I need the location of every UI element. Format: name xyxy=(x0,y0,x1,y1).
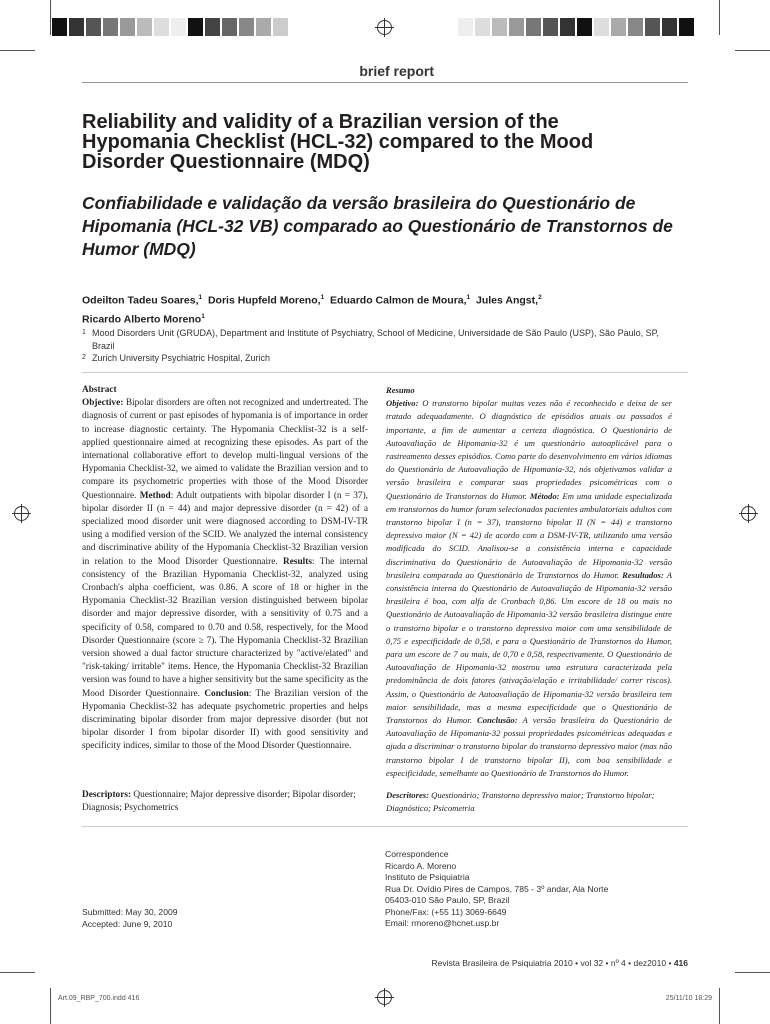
objective-label: Objective: xyxy=(82,398,124,409)
conclusion-label: Conclusion xyxy=(204,688,249,699)
correspondence-email: Email: rmoreno@hcnet.usp.br xyxy=(385,918,500,928)
conclusion-label: Conclusão: xyxy=(477,715,518,726)
registration-mark-top-icon xyxy=(377,20,392,35)
correspondence-line: 05403-010 São Paulo, SP, Brazil xyxy=(385,895,510,905)
affiliation-number: 2 xyxy=(82,354,86,361)
correspondence-line: Ricardo A. Moreno xyxy=(385,860,457,871)
results-text: : The internal consistency of the Brazilian Hypomania Checklist-32, analyzed using Cronbach's alpha coefficient, was 0.86. A score of 18 or higher in the Hypomania Checklist-32 Brazilian version distinguished between bipolar disorder and major depressive disorder, with a sensitivity of 0.75 and a specificity of 0.58, compared to 0.70 and 0.58, respectively, for the Mood Disorder Questionnaire (score ≥ 7). The Hypomania Checklist-32 Brazilian version showed a dual factor structure characterized by "active/elated" and "risk-taking/ irritable" items. Hence, the Hypomania Checklist-32 Brazilian version was found to have a higher sensitivity but the same specificity as the Mood Disorder Questionnaire. xyxy=(82,556,368,699)
method-text: Em uma unidade especializada em transtornos do humor foram selecionados pacientes ambulatoriais adultos com transtorno bipolar I (n = 37), transtorno bipolar II (N = 44) e transtorno depressivo maior (N = 42) de acordo com a DSM-IV-TR, utilizando uma versão modificada do SCID. Analisou-se a consistência interna e capacidade discriminativa do Questionário de Autoavaliação de Hipomania-32 versão brasileira comparada ao Questionário de Transtornos do Humor. xyxy=(386,490,672,580)
abstract-divider xyxy=(82,826,688,827)
author-name: Eduardo Calmon de Moura, xyxy=(330,294,467,307)
method-text: : Adult outpatients with bipolar disorder I (n = 37), bipolar disorder II (n = 44) and major depressive disorder (n = 42) of a specialized mood disorder unit were diagnosed according to DSM-IV-TR using a modified version of the SCID. We analyzed the internal consistency and discriminative ability of the Hypomania Checklist-32 Brazilian version in relation to the Mood Disorder Questionnaire. xyxy=(82,490,368,567)
author-name: Jules Angst, xyxy=(476,294,539,307)
journal-citation: Revista Brasileira de Psiquiatria 2010 • vol 32 • nº 4 • dez2010 • xyxy=(431,958,672,968)
author-affiliation-ref: 1 xyxy=(198,294,203,301)
slug-timestamp: 25/11/10 18:29 xyxy=(665,995,712,1002)
affiliation-number: 1 xyxy=(82,329,86,336)
correspondence-block xyxy=(385,849,608,930)
page-number: 416 xyxy=(673,958,688,968)
abstract-body xyxy=(386,397,672,780)
correspondence-line: Rua Dr. Ovídio Pires de Campos, 785 - 3º andar, Ala Norte xyxy=(385,883,609,894)
results-label: Resultados: xyxy=(622,569,664,580)
affiliation-text-cont: Brazil xyxy=(92,340,115,351)
descriptors-pt xyxy=(386,789,672,815)
conclusion-text: A versão brasileira do Questionário de Autoavaliação de Hipomania-32 possui propriedades psicométricas adequadas e ajuda a discriminar o transtorno bipolar do transtorno depressivo maior (mas não transtorno bipolar I de transtorno bipolar II), com boa sensibilidade e especificidade, semelhante ao Questionário de Transtornos do Humor. xyxy=(386,715,672,778)
slug-filename: Art.09_RBP_700.indd 416 xyxy=(58,995,140,1002)
abstract-heading: Resumo xyxy=(386,385,415,395)
descriptors-label: Descriptors: xyxy=(82,790,132,800)
correspondence-line: Instituto de Psiquiatria xyxy=(385,872,470,882)
author-affiliation-ref: 1 xyxy=(320,294,325,301)
affiliation-text: Zurich University Psychiatric Hospital, Zurich xyxy=(92,353,271,363)
abstract-pt xyxy=(386,384,672,780)
author-name: Ricardo Alberto Moreno xyxy=(82,313,202,325)
results-label: Results xyxy=(283,556,312,567)
abstract-heading: Abstract xyxy=(82,385,117,395)
method-label: Method xyxy=(139,490,171,501)
objective-text: Bipolar disorders are often not recognized and undertreated. The diagnosis of current or past episodes of hypomania is of importance in order to increase diagnostic certainty. The Hypomania Checklist-32 is a self-applied questionnaire aimed at recognizing these episodes. As part of the international collaborative effort to develop multi-lingual versions of the Hypomania Checklist-32, we aimed to validate the Brazilian version and to compare its psychometric properties with those of the Mood Disorder Questionnaire. xyxy=(82,398,368,501)
submitted-date: Submitted: May 30, 2009 xyxy=(82,907,178,917)
accepted-date: Accepted: June 9, 2010 xyxy=(82,918,173,929)
descriptors-text: Questionário; Transtorno depressivo maior; Transtorno bipolar; Diagnóstico; Psicometria xyxy=(386,790,655,814)
author-name: Odeilton Tadeu Soares, xyxy=(82,294,199,307)
descriptors-text: Questionnaire; Major depressive disorder; Bipolar disorder; Diagnosis; Psychometrics xyxy=(82,790,356,814)
section-label: brief report xyxy=(359,63,434,79)
author-affiliation-ref: 1 xyxy=(466,294,471,301)
author-list xyxy=(82,290,682,327)
affiliation-list xyxy=(82,327,682,365)
descriptors-en xyxy=(82,789,368,815)
author-name: Doris Hupfeld Moreno, xyxy=(207,294,321,307)
correspondence-line: Phone/Fax: (+55 11) 3069-6649 xyxy=(385,906,507,917)
descriptors-label: Descritores: xyxy=(386,790,429,800)
abstract-body xyxy=(82,397,368,753)
objective-label: Objetivo: xyxy=(386,398,419,409)
page-footer xyxy=(432,958,688,968)
affiliation-item xyxy=(82,352,682,365)
correspondence-heading: Correspondence xyxy=(385,849,449,859)
author-affiliation-ref: 1 xyxy=(201,312,205,320)
article-title-pt: Confiabilidade e validação da versão brasileira do Questionário de Hipomania (HCL-32 VB) comparado ao Questionário de Transtornos de Humor (MDQ) xyxy=(82,193,673,259)
affiliation-item xyxy=(82,327,682,340)
results-text: A consistência interna do Questionário de Autoavaliação de Hipomania-32 versão brasileira é boa, com alfa de Cronbach 0,86. Um escore de 18 ou mais no Questionário de Autoavaliação de Hipomania-32 versão brasileira distingue entre o transtorno bipolar e o transtorno depressivo maior com uma sensibilidade de 0,75 e especificidade de 0,58, e para o Questionário de Transtornos do Humor, para um escore de 7 ou mais, de 0,70 e 0,58, respectivamente. O Questionário de Autoavaliação de Hipomania-32 mostrou uma estrutura caracterizada pela predominância de dois fatores (ativação/elação e irritabilidade/ correr riscos). Assim, o Questionário de Autoavaliação de Hipomania-32 versão brasileira tem maior sensibilidade, mas a mesma especificidade que o Questionário de Transtornos do Humor. xyxy=(386,569,672,726)
objective-text: O transtorno bipolar muitas vezes não é reconhecido e deixa de ser tratado adequadamente. O diagnóstico de episódios atuais ou passados é importante, a fim de aumentar a certeza diagnóstica. O Questionário de Autoavaliação de Hipomania-32 é um questionário autoaplicável para o rastreamento desses episódios. Como parte do desenvolvimento em vários idiomas do Questionário de Autoavaliação de Hipomania-32, nós objetivamos validar a versão brasileira e comparar suas propriedades psicométricas com o Questionário de Transtornos do Humor. xyxy=(386,398,672,501)
article-title-en: Reliability and validity of a Brazilian version of the Hypomania Checklist (HCL-32) compared to the Mood Disorder Questionnaire (MDQ) xyxy=(82,111,594,173)
affiliation-text: Mood Disorders Unit (GRUDA), Department and Institute of Psychiatry, School of Medicine, Universidade de São Paulo (USP), São Paulo, SP, xyxy=(92,328,659,338)
abstract-en xyxy=(82,384,368,754)
registration-mark-left-icon xyxy=(14,506,29,521)
header-divider xyxy=(82,82,688,83)
method-label: Método: xyxy=(529,490,560,501)
author-affiliation-ref: 2 xyxy=(538,294,542,301)
affiliation-divider xyxy=(82,372,688,373)
registration-mark-bottom-icon xyxy=(377,990,392,1005)
registration-mark-right-icon xyxy=(741,506,756,521)
conclusion-text: : The Brazilian version of the Hypomania Checklist-32 has adequate psychometric properties and helps discriminating bipolar disorder from major depressive disorder (but not bipolar disorder I from bipolar disorder II) with good sensitivity and specificity indices, similar to those of the Mood Disorder Questionnaire. xyxy=(82,688,368,752)
submission-dates xyxy=(82,907,178,930)
